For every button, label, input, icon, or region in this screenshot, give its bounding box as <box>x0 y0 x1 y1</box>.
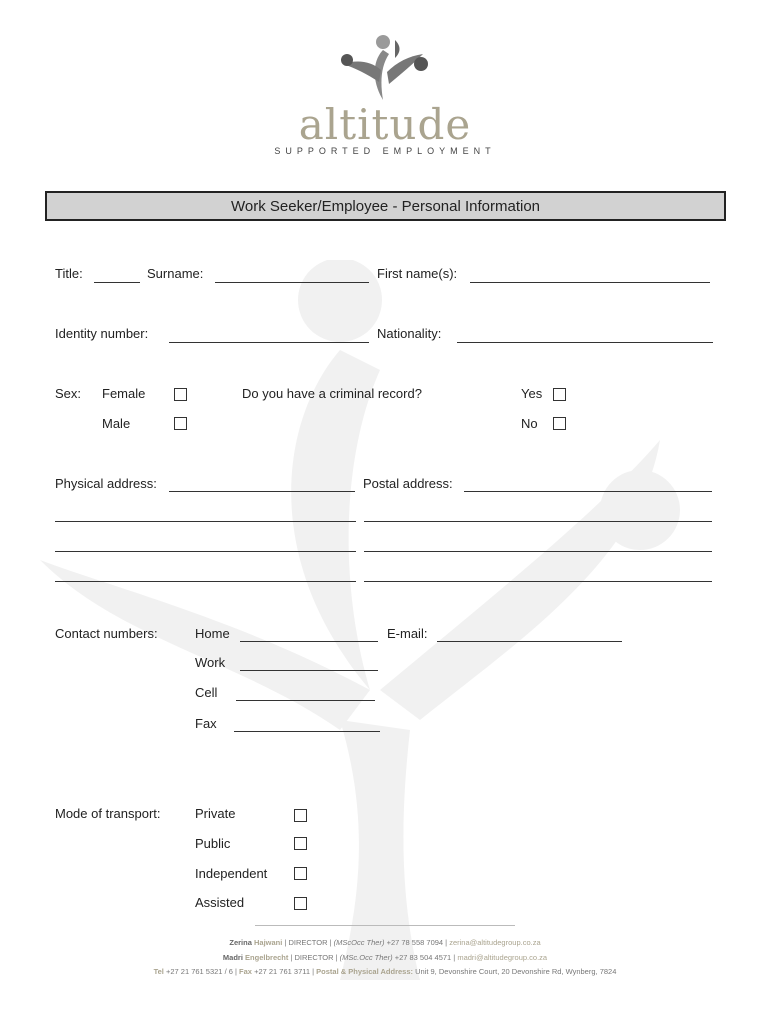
title-field[interactable] <box>94 282 140 283</box>
footer-name-last: Hajwani <box>253 938 283 947</box>
footer-name-last: Engelbrecht <box>245 953 289 962</box>
postal-address-line-2[interactable] <box>364 521 712 522</box>
male-label: Male <box>102 416 131 431</box>
fax-field[interactable] <box>234 731 380 732</box>
postal-address-label: Postal address: <box>363 476 453 491</box>
criminal-record-label: Do you have a criminal record? <box>242 386 422 401</box>
mode-of-transport-label: Mode of transport: <box>55 806 161 821</box>
footer-tel-label: Tel <box>153 967 164 976</box>
title-label: Title: <box>55 266 83 281</box>
physical-address-line-1[interactable] <box>169 491 355 492</box>
private-checkbox[interactable] <box>294 809 307 822</box>
footer-contact-zerina <box>0 938 770 947</box>
assisted-label: Assisted <box>195 895 245 910</box>
footer-tel: +27 21 761 5321 / 6 | <box>165 967 237 976</box>
physical-address-label: Physical address: <box>55 476 157 491</box>
cell-phone-field[interactable] <box>236 700 375 701</box>
footer-phone: +27 78 558 7094 | <box>386 938 448 947</box>
public-label: Public <box>195 836 231 851</box>
home-phone-field[interactable] <box>240 641 378 642</box>
footer-name-first: Madri <box>222 953 243 962</box>
physical-address-line-4[interactable] <box>55 581 356 582</box>
footer-role: | DIRECTOR | <box>290 953 338 962</box>
yes-label: Yes <box>521 386 543 401</box>
footer-name-first: Zerina <box>229 938 252 947</box>
footer-email[interactable]: madri@altitudegroup.co.za <box>457 953 548 962</box>
assisted-checkbox[interactable] <box>294 897 307 910</box>
footer-divider <box>255 925 515 926</box>
altitude-logo-icon <box>335 30 435 106</box>
cell-label: Cell <box>195 685 218 700</box>
sex-label: Sex: <box>55 386 82 401</box>
work-label: Work <box>195 655 226 670</box>
contact-numbers-label: Contact numbers: <box>55 626 158 641</box>
surname-label: Surname: <box>147 266 204 281</box>
public-checkbox[interactable] <box>294 837 307 850</box>
watermark-tree-logo <box>40 260 700 980</box>
footer-role: | DIRECTOR | <box>284 938 332 947</box>
criminal-no-checkbox[interactable] <box>553 417 566 430</box>
form-title: Work Seeker/Employee - Personal Information <box>45 191 726 221</box>
footer-phone: +27 83 504 4571 | <box>394 953 456 962</box>
first-names-label: First name(s): <box>377 266 458 281</box>
footer-address-label: Postal & Physical Address: <box>316 967 413 976</box>
footer-address: Unit 9, Devonshire Court, 20 Devonshire Rd, Wynberg, 7824 <box>415 967 617 976</box>
email-label: E-mail: <box>387 626 428 641</box>
identity-number-field[interactable] <box>169 342 369 343</box>
home-label: Home <box>195 626 230 641</box>
no-label: No <box>521 416 538 431</box>
male-checkbox[interactable] <box>174 417 187 430</box>
identity-number-label: Identity number: <box>55 326 149 341</box>
first-names-field[interactable] <box>470 282 710 283</box>
footer-contact-madri <box>0 953 770 962</box>
email-field[interactable] <box>437 641 622 642</box>
brand-name: altitude <box>298 100 472 149</box>
independent-label: Independent <box>195 866 268 881</box>
female-checkbox[interactable] <box>174 388 187 401</box>
footer-fax: +27 21 761 3711 | <box>254 967 315 976</box>
footer-fax-label: Fax <box>239 967 252 976</box>
postal-address-line-3[interactable] <box>364 551 712 552</box>
private-label: Private <box>195 806 236 821</box>
footer-email[interactable]: zerina@altitudegroup.co.za <box>449 938 541 947</box>
postal-address-line-4[interactable] <box>364 581 712 582</box>
nationality-label: Nationality: <box>377 326 442 341</box>
footer-company-details <box>0 967 770 976</box>
fax-label: Fax <box>195 716 217 731</box>
nationality-field[interactable] <box>457 342 713 343</box>
work-phone-field[interactable] <box>240 670 378 671</box>
footer-qualification: (MSc.Occ Ther) <box>339 953 393 962</box>
female-label: Female <box>102 386 146 401</box>
physical-address-line-2[interactable] <box>55 521 356 522</box>
postal-address-line-1[interactable] <box>464 491 712 492</box>
independent-checkbox[interactable] <box>294 867 307 880</box>
footer-qualification: (MScOcc Ther) <box>333 938 385 947</box>
surname-field[interactable] <box>215 282 369 283</box>
brand-tagline: SUPPORTED EMPLOYMENT <box>274 146 496 156</box>
criminal-yes-checkbox[interactable] <box>553 388 566 401</box>
physical-address-line-3[interactable] <box>55 551 356 552</box>
